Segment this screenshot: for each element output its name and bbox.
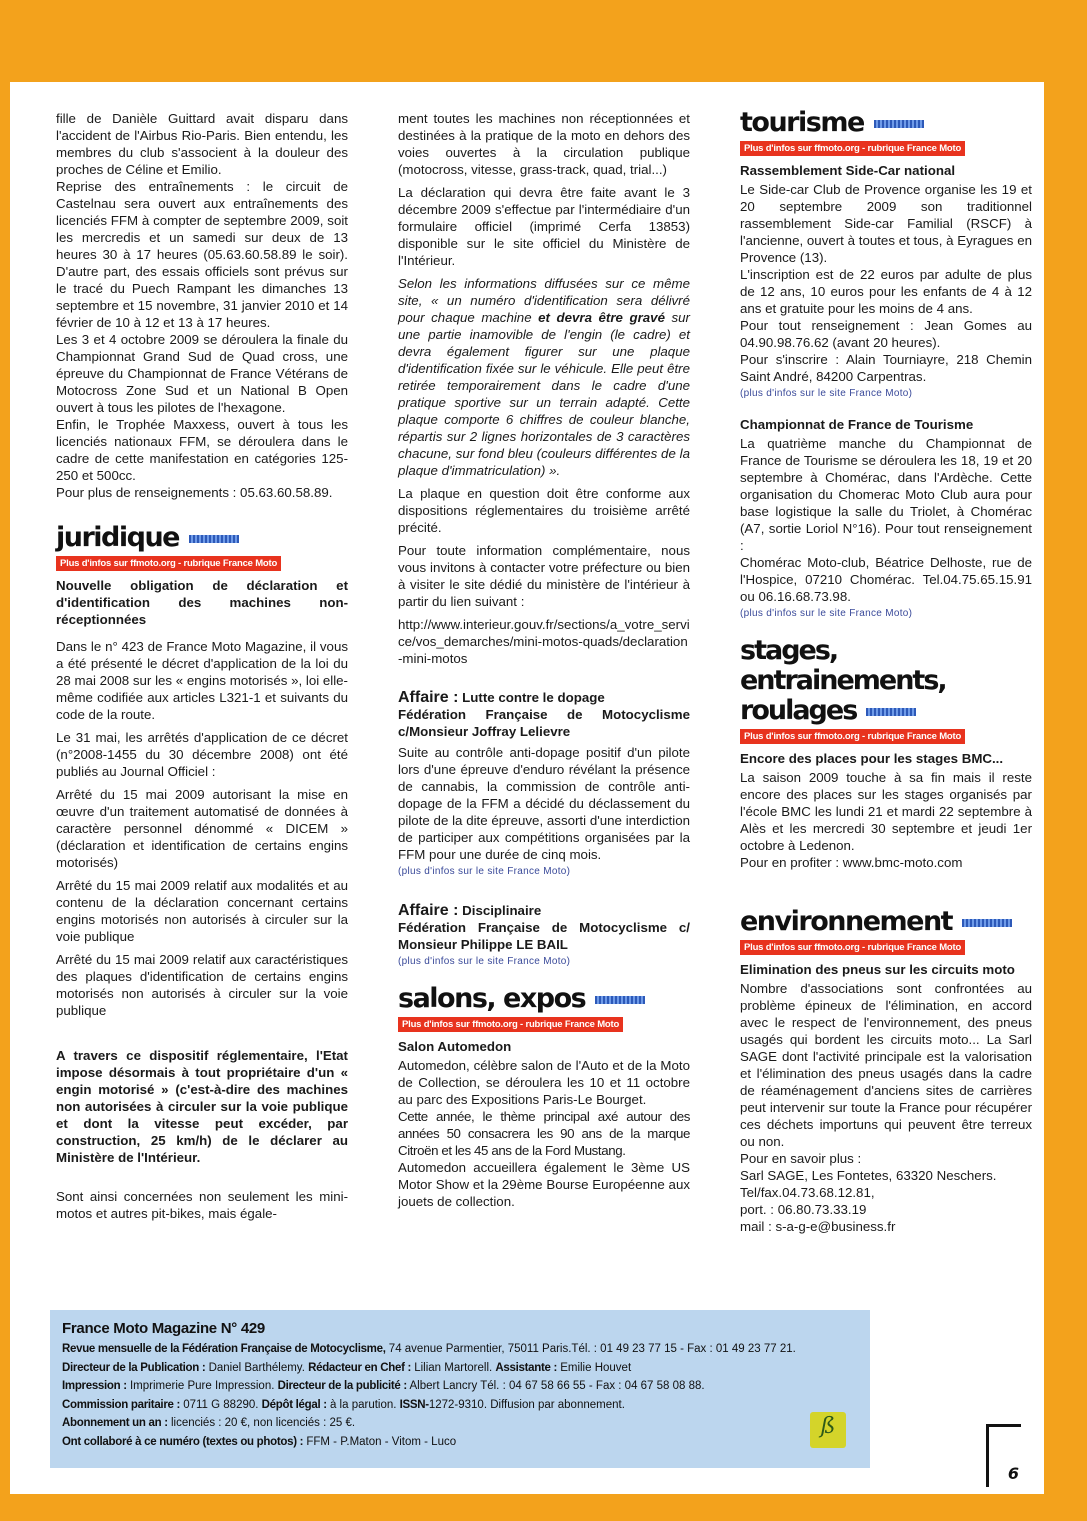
masthead-title: France Moto Magazine N° 429 bbox=[62, 1320, 265, 1337]
ffmoto-tag: Plus d'infos sur ffmoto.org - rubrique France Moto bbox=[398, 1017, 623, 1032]
masthead-line: Commission paritaire : 0711 G 88290. Dépôt légal : à la parution. ISSN-1272-9310. Diffusion par abonnement. bbox=[62, 1398, 625, 1411]
article-subtitle: Encore des places pour les stages BMC... bbox=[740, 751, 1004, 766]
more-info-link[interactable]: (plus d'infos sur le site France Moto) bbox=[398, 866, 571, 877]
section-title: stages, entrainements, roulages bbox=[740, 635, 946, 726]
article-text: Dans le n° 423 de France Moto Magazine, il vous a été présenté le décret d'application de la loi du 28 mai 2008 sur les « engins motorisés », loi elle-même codifiée aux articles L321-1 et suivants du code de la route. bbox=[56, 639, 348, 722]
article-text: La saison 2009 touche à sa fin mais il reste encore des places sur les stages organisés par l'école BMC les lundi 21 et mardi 22 septembre à Alès et les mercredi 30 septembre et jeudi 1er octobre à Ledenon. bbox=[740, 770, 1032, 853]
article-text: Automedon accueillera également le 3ème US Motor Show et la 29ème Bourse Européenne aux jouets de collection. bbox=[398, 1160, 690, 1209]
article-text: Arrêté du 15 mai 2009 relatif aux caractéristiques des plaques d'identification de certains engins motorisés non autorisés à circuler sur la voie publique bbox=[56, 952, 348, 1018]
article-text: Pour tout renseignement : Jean Gomes au 04.90.98.76.62 (avant 20 heures). bbox=[740, 318, 1032, 350]
section-stages bbox=[740, 636, 1032, 871]
article-text: Sarl SAGE, Les Fontetes, 63320 Neschers. bbox=[740, 1168, 997, 1183]
article-text: Chomérac Moto-club, Béatrice Delhoste, rue de l'Hospice, 07210 Chomérac. Tel.04.75.65.15.91 ou 06.16.68.73.98. bbox=[740, 555, 1032, 604]
article-quote: Selon les informations diffusées sur ce même site, « un numéro d'identification sera délivré pour chaque machine et devra être gravé sur une partie inamovible de l'engin (le cadre) et devra également figurer sur une plaque d'identification fixée sur le véhicule. Elle peut être retirée temporairement dans le cadre d'une pratique sportive sur un terrain adapté. Cette plaque comporte 6 chiffres de couleur blanche, répartis sur 2 lignes horizontales de 3 caractères chacune, sur fond bleu (couleurs différentes de la plaque d'immatriculation) ». bbox=[398, 276, 690, 478]
column-left bbox=[56, 110, 348, 1222]
section-environnement bbox=[740, 907, 1032, 1235]
article-text: Pour en savoir plus : bbox=[740, 1151, 862, 1166]
article-subtitle: Nouvelle obligation de déclaration et d'identification des machines non-réceptionnées bbox=[56, 578, 348, 627]
section-title: environnement bbox=[740, 907, 1032, 937]
article-subtitle: Elimination des pneus sur les circuits moto bbox=[740, 962, 1015, 977]
affaire-heading: Affaire : Disciplinaire bbox=[398, 902, 542, 919]
section-salons bbox=[398, 984, 690, 1210]
article-subtitle: Rassemblement Side-Car national bbox=[740, 163, 956, 178]
article-text: Sont ainsi concernées non seulement les mini-motos et autres pit-bikes, mais égale- bbox=[56, 1189, 348, 1221]
more-info-link[interactable]: (plus d'infos sur le site France Moto) bbox=[398, 956, 571, 967]
section-juridique bbox=[56, 523, 348, 1222]
affaire-disciplinaire bbox=[398, 902, 690, 970]
masthead-line: Directeur de la Publication : Daniel Barthélemy. Rédacteur en Chef : Lilian Martorell. Assistante : Emilie Houvet bbox=[62, 1361, 632, 1374]
article-text: La quatrième manche du Championnat de France de Tourisme se déroulera les 18, 19 et 20 septembre à Chomérac, dans l'Ardèche. Cette organisation du Chomerac Moto Club aura pour base logistique la salle du Triolet, à Chomérac (A7, sortie Loriol N°16). Pour tout renseignement : bbox=[740, 436, 1032, 553]
ffmoto-tag: Plus d'infos sur ffmoto.org - rubrique France Moto bbox=[740, 141, 965, 156]
article-text: Arrêté du 15 mai 2009 autorisant la mise en œuvre d'un traitement automatisé de données à caractère personnel dénommé « DICEM » (déclaration et identification de certains engins motorisés) bbox=[56, 787, 348, 870]
article-text-bold: A travers ce dispositif réglementaire, l'Etat impose désormais à tout propriétaire d'un « engin motorisé » (c'est-à-dire des machines non autorisées à circuler sur la voie publique et dont la vitesse peut excéder, par construction, 25 km/h) de le déclarer au Ministère de l'Intérieur. bbox=[56, 1048, 348, 1165]
section-tourisme bbox=[740, 108, 1032, 622]
affaire-parties: Fédération Française de Motocyclisme c/Monsieur Joffray Lelievre bbox=[398, 707, 690, 739]
contact-email[interactable]: mail : s-a-g-e@business.fr bbox=[740, 1219, 896, 1234]
more-info-link[interactable]: (plus d'infos sur le site France Moto) bbox=[740, 388, 913, 399]
article-text: Reprise des entraînements : le circuit de Castelnau sera ouvert aux entraînements des licenciés FFM à compter de septembre 2009, soit les mercredis et un samedi sur deux de 13 heures 30 à 17 heures (05.63.60.58.89 le soir). D'autre part, des essais officiels sont prévus sur le tracé du Puech Rampant les dimanches 13 septembre et 15 novembre, 31 janvier 2010 et 14 février de 10 à 12 et 13 à 17 heures. bbox=[56, 179, 348, 330]
more-info-link[interactable]: (plus d'infos sur le site France Moto) bbox=[740, 608, 913, 619]
masthead-line: Abonnement un an : licenciés : 20 €, non licenciés : 25 €. bbox=[62, 1417, 356, 1429]
title-bar bbox=[189, 535, 239, 543]
ministry-link[interactable]: http://www.interieur.gouv.fr/sections/a_votre_service/vos_demarches/mini-motos-quads/declaration-mini-motos bbox=[398, 617, 690, 666]
column-middle bbox=[398, 110, 690, 1210]
article-text: La déclaration qui devra être faite avant le 3 décembre 2009 s'effectue par l'intermédiaire d'un formulaire officiel (imprimé Cerfa 13853) disponible sur le site officiel du Ministère de l'Intérieur. bbox=[398, 185, 690, 268]
title-bar bbox=[962, 919, 1012, 927]
article-text: Enfin, le Trophée Maxxess, ouvert à tous les licenciés nationaux FFM, se déroulera dans le cadre de cette manifestation en catégories 125-250 et 500cc. bbox=[56, 417, 348, 483]
section-title: salons, expos bbox=[398, 984, 690, 1014]
section-title: juridique bbox=[56, 523, 348, 553]
page-number-corner bbox=[986, 1424, 1021, 1487]
masthead-line: Revue mensuelle de la Fédération Française de Motocyclisme, 74 avenue Parmentier, 75011 Paris.Tél. : 01 49 23 77 15 - Fax : 01 49 23 77 21. bbox=[62, 1343, 796, 1355]
article-text: Pour toute information complémentaire, nous vous invitons à contacter votre préfecture ou bien à visiter le site dédié du ministère de l'intérieur à partir du lien suivant : bbox=[398, 543, 690, 609]
article-text: Les 3 et 4 octobre 2009 se déroulera la finale du Championnat Grand Sud de Quad cross, une épreuve du Championnat de France Vétérans de Motocross Zone Sud et un National B Open ouvert à tous les pilotes de l'hexagone. bbox=[56, 332, 348, 415]
article-text: ment toutes les machines non réceptionnées et destinées à la pratique de la moto en dehors des voies ouvertes à la circulation publique (motocross, vitesse, grass-track, quad, trial...) bbox=[398, 111, 690, 177]
article-text: Pour en profiter : www.bmc-moto.com bbox=[740, 855, 963, 870]
title-bar bbox=[595, 996, 645, 1004]
ffmoto-tag: Plus d'infos sur ffmoto.org - rubrique France Moto bbox=[56, 556, 281, 571]
article-text: Arrêté du 15 mai 2009 relatif aux modalités et au contenu de la déclaration concernant certains engins motorisés non autorisés à circuler sur la voie publique bbox=[56, 878, 348, 944]
ffmoto-tag: Plus d'infos sur ffmoto.org - rubrique France Moto bbox=[740, 940, 965, 955]
article-text: Le 31 mai, les arrêtés d'application de ce décret (n°2008-1455 du 30 décembre 2008) ont été publiés au Journal Officiel : bbox=[56, 730, 348, 779]
article-text: L'inscription est de 22 euros par adulte de plus de 12 ans, 10 euros pour les enfants de 4 à 12 ans et gratuite pour les moins de 4 ans. bbox=[740, 267, 1032, 316]
article-subtitle: Salon Automedon bbox=[398, 1039, 512, 1054]
ffmoto-tag: Plus d'infos sur ffmoto.org - rubrique France Moto bbox=[740, 729, 965, 744]
article-text: Nombre d'associations sont confrontées au problème épineux de l'élimination, en accord avec le respect de l'environnement, des pneus usagés qui bordent les circuits moto... La Sarl SAGE dont l'activité principale est la valorisation et l'élimination des pneus usagés dans la cadre de réaménagement d'anciens sites de carrières peut intervenir sur toute la France pour récupérer ces déchets importuns qui peuvent être terreux ou non. bbox=[740, 981, 1032, 1149]
section-title: tourisme bbox=[740, 108, 1032, 138]
article-text: Automedon, célèbre salon de l'Auto et de la Moto de Collection, se déroulera les 10 et 11 octobre au parc des Expositions Paris-Le Bourget. bbox=[398, 1058, 690, 1107]
masthead-box bbox=[50, 1310, 870, 1468]
article-text: Le Side-car Club de Provence organise les 19 et 20 septembre 2009 son traditionnel rassemblement Side-car Familial (RSCF) à l'ancienne, ouvert à toutes et tous, à Eyragues en Provence (13). bbox=[740, 182, 1032, 265]
printer-logo-icon: ß bbox=[810, 1412, 846, 1448]
article-subtitle: Championnat de France de Tourisme bbox=[740, 417, 974, 432]
title-bar bbox=[874, 120, 924, 128]
magazine-page bbox=[10, 82, 1044, 1494]
article-text: La plaque en question doit être conforme aux dispositions réglementaires du troisième arrêté précité. bbox=[398, 486, 690, 535]
article-text: Pour plus de renseignements : 05.63.60.58.89. bbox=[56, 485, 333, 500]
article-text: port. : 06.80.73.33.19 bbox=[740, 1202, 867, 1217]
masthead-line: Ont collaboré à ce numéro (textes ou photos) : FFM - P.Maton - Vitom - Luco bbox=[62, 1435, 457, 1448]
article-text: Cette année, le thème principal axé autour des années 50 consacrera les 90 ans de la marque Citroën et les 45 ans de la Ford Mustang. bbox=[398, 1109, 690, 1158]
article-text: Tel/fax.04.73.68.12.81, bbox=[740, 1185, 875, 1200]
article-text: fille de Danièle Guittard avait disparu dans l'accident de l'Airbus Rio-Paris. Bien entendu, les membres du club s'associent à la douleur des proches de Céline et Emilio. bbox=[56, 111, 348, 177]
column-right bbox=[740, 108, 1032, 1235]
affaire-heading: Affaire : Lutte contre le dopage bbox=[398, 689, 605, 706]
title-bar bbox=[866, 708, 916, 716]
masthead-line: Impression : Imprimerie Pure Impression. Directeur de la publicité : Albert Lancry Tél. : 04 67 58 66 55 - Fax : 04 67 58 08 88. bbox=[62, 1380, 705, 1392]
page-number: 6 bbox=[1007, 1464, 1019, 1483]
article-text: Pour s'inscrire : Alain Tourniayre, 218 Chemin Saint André, 84200 Carpentras. bbox=[740, 352, 1032, 384]
affaire-parties: Fédération Française de Motocyclisme c/ Monsieur Philippe LE BAIL bbox=[398, 920, 690, 952]
affaire-dopage bbox=[398, 689, 690, 880]
article-text: Suite au contrôle anti-dopage positif d'un pilote lors d'une épreuve d'enduro révélant la présence de cannabis, la commission de contrôle anti-dopage de la FFM a décidé du déclassement du pilote de la dite épreuve, assorti d'une interdiction de participer aux compétitions organisées par la FFM pour une durée de cinq mois. bbox=[398, 745, 690, 862]
